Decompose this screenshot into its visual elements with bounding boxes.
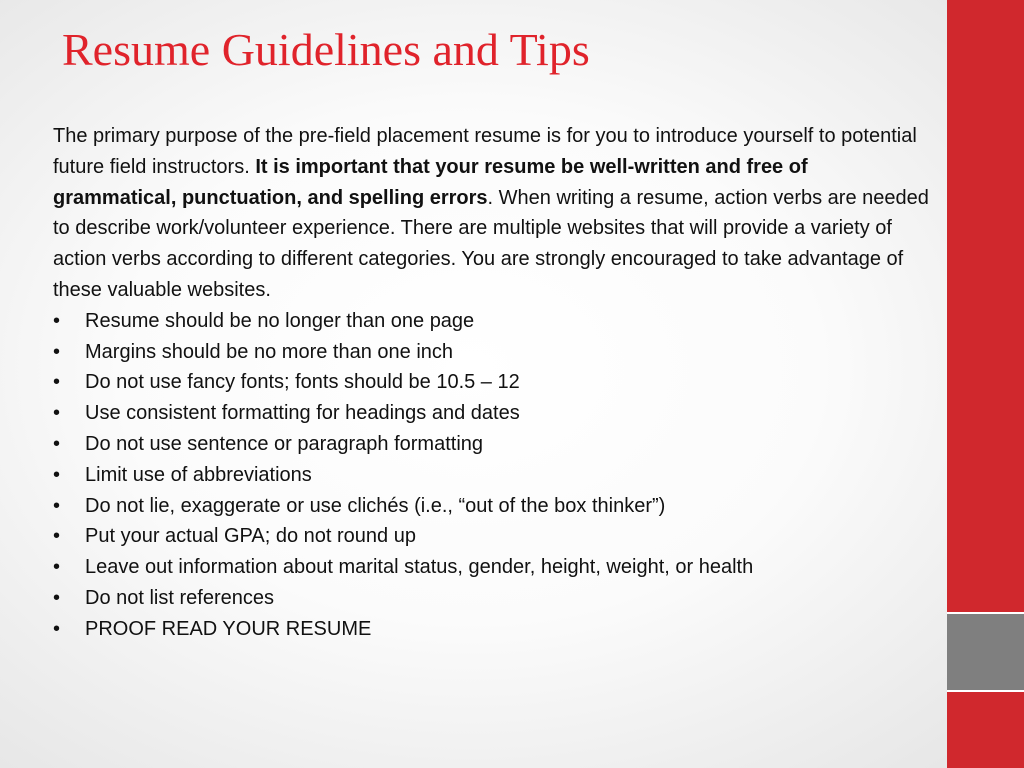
bullet-dot: • (53, 586, 61, 609)
list-item-text: Limit use of abbreviations (85, 463, 312, 486)
list-item-text: Put your actual GPA; do not round up (85, 525, 416, 548)
list-item (53, 460, 933, 491)
bullet-dot: • (53, 617, 61, 640)
list-item (53, 521, 933, 552)
bullet-dot: • (53, 340, 61, 363)
tips-list (53, 306, 933, 645)
list-item (53, 491, 933, 522)
bullet-dot: • (53, 309, 61, 332)
list-item (53, 398, 933, 429)
bullet-dot: • (53, 371, 61, 394)
list-item-text: PROOF READ YOUR RESUME (85, 617, 372, 640)
bullet-dot: • (53, 402, 61, 425)
list-item (53, 429, 933, 460)
list-item (53, 337, 933, 368)
slide-body (53, 121, 933, 645)
list-item-text: Do not use sentence or paragraph formatting (85, 432, 484, 455)
bullet-dot: • (53, 432, 61, 455)
side-bar-gray-block (947, 614, 1024, 690)
bullet-dot: • (53, 525, 61, 548)
bullet-dot: • (53, 463, 61, 486)
list-item-text: Do not use fancy fonts; fonts should be 10.5 – 12 (85, 371, 520, 394)
list-item (53, 614, 933, 645)
intro-text-part2: . When writing a resume, action verbs are needed to describe work/volunteer experience. There are multiple websites that will provide a variety of action verbs according to different categories. You are strongly encouraged to take advantage of these valuable websites. (53, 186, 929, 301)
list-item-text: Resume should be no longer than one page (85, 309, 475, 332)
slide-title: Resume Guidelines and Tips (62, 24, 590, 75)
list-item (53, 306, 933, 337)
intro-paragraph (53, 121, 933, 306)
list-item (53, 367, 933, 398)
intro-text-bold: It is important that your resume be well-written and free of grammatical, punctuation, and spelling errors (53, 155, 808, 209)
list-item-text: Do not list references (85, 586, 274, 609)
bullet-dot: • (53, 494, 61, 517)
bullet-dot: • (53, 556, 61, 579)
decorative-side-bar (947, 0, 1024, 768)
list-item (53, 583, 933, 614)
list-item (53, 552, 933, 583)
list-item-text: Use consistent formatting for headings and dates (85, 402, 520, 425)
list-item-text: Do not lie, exaggerate or use clichés (i.e., “out of the box thinker”) (85, 494, 666, 517)
list-item-text: Margins should be no more than one inch (85, 340, 454, 363)
list-item-text: Leave out information about marital status, gender, height, weight, or health (85, 556, 754, 579)
intro-text-part1: The primary purpose of the pre-field placement resume is for you to introduce yourself to potential future field instructors. (53, 125, 917, 178)
side-bar-divider-bottom (947, 690, 1024, 692)
